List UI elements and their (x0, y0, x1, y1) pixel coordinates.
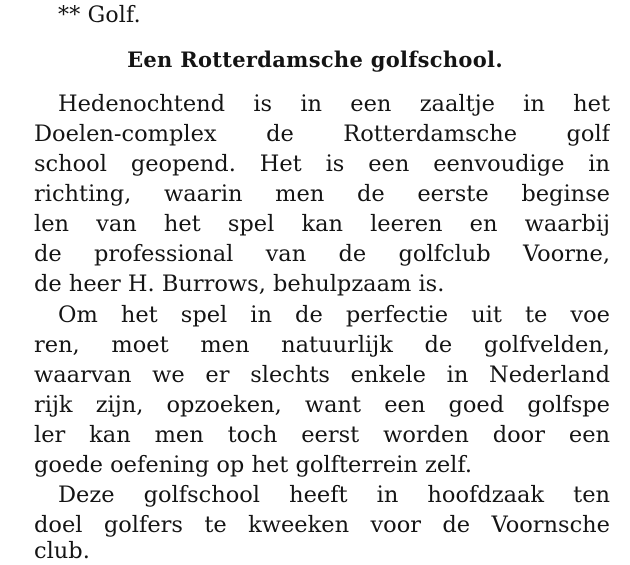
text-line: Hedenochtend is in een zaaltje in het (58, 91, 610, 117)
text-line: doel golfers te kweeken voor de Voornsche (34, 512, 610, 538)
text-line: goede oefening op het golfterrein zelf. (34, 452, 473, 478)
section-label: ** Golf. (58, 3, 141, 28)
text-line: Deze golfschool heeft in hoofdzaak ten (58, 482, 610, 508)
text-line: Om het spel in de perfectie uit te voe (58, 302, 610, 328)
text-line: rijk zijn, opzoeken, want een goed golfspe (34, 392, 610, 418)
text-line: club. (34, 538, 90, 564)
text-line: de heer H. Burrows, behulpzaam is. (34, 271, 445, 297)
text-line: ren, moet men natuurlijk de golfvelden, (34, 332, 610, 358)
text-line: waarvan we er slechts enkele in Nederland (34, 362, 610, 388)
text-line: school geopend. Het is een eenvoudige in (34, 151, 610, 177)
text-line: ler kan men toch eerst worden door een (34, 422, 610, 448)
text-line: richting, waarin men de eerste beginse (34, 181, 610, 207)
headline: Een Rotterdamsche golfschool. (127, 47, 503, 72)
text-line: len van het spel kan leeren en waarbij (34, 211, 610, 237)
text-line: de professional van de golfclub Voorne, (34, 241, 610, 267)
text-line: Doelen-complex de Rotterdamsche golf (34, 121, 610, 147)
